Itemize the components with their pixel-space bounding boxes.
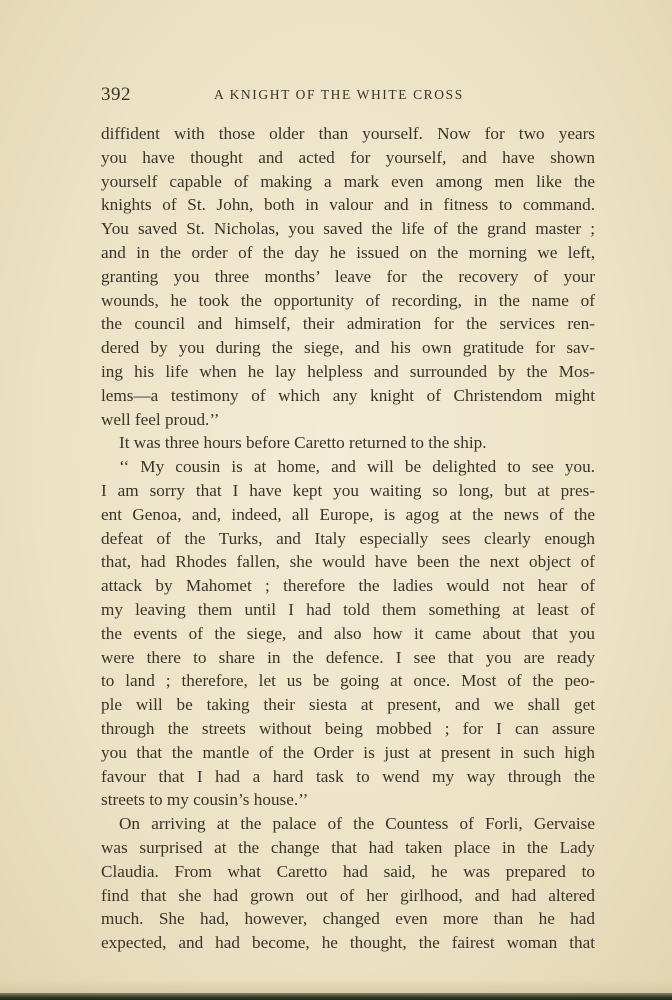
text-line: granting you three months’ leave for the recovery of your xyxy=(101,266,595,286)
text-line: the council and himself, their admiration for the services ren- xyxy=(101,314,595,334)
text-line: through the streets without being mobbed ; for I can assure xyxy=(101,718,595,738)
text-line: dered by you during the siege, and his own gratitude for sav- xyxy=(101,338,595,358)
text-line: It was three hours before Caretto returned to the ship. xyxy=(119,433,487,453)
text-line: well feel proud.’’ xyxy=(101,409,220,429)
text-line: expected, and had become, he thought, the fairest woman that xyxy=(101,933,595,953)
text-line: diffident with those older than yourself. Now for two years xyxy=(101,124,595,143)
text-line: find that she had grown out of her girlhood, and had altered xyxy=(101,885,595,905)
page-bottom-shade xyxy=(0,979,672,993)
text-line: lems—a testimony of which any knight of Christendom might xyxy=(101,385,595,405)
text-line: defeat of the Turks, and Italy especially sees clearly enough xyxy=(101,528,595,548)
text-line: knights of St. John, both in valour and in fitness to command. xyxy=(101,195,595,215)
body-text xyxy=(101,122,595,955)
text-line: you that the mantle of the Order is just at present in such high xyxy=(101,742,595,762)
text-line: You saved St. Nicholas, you saved the life of the grand master ; xyxy=(101,219,595,239)
text-line: streets to my cousin’s house.’’ xyxy=(101,790,309,810)
text-line: attack by Mahomet ; therefore the ladies would not hear of xyxy=(101,576,595,596)
text-line: you have thought and acted for yourself, and have shown xyxy=(101,147,595,167)
page-header xyxy=(101,84,595,108)
text-line: favour that I had a hard task to wend my way through the xyxy=(101,766,595,786)
text-line: and in the order of the day he issued on the morning we left, xyxy=(101,242,595,262)
text-line: ing his life when he lay helpless and surrounded by the Mos- xyxy=(101,361,595,381)
text-line: ‘‘ My cousin is at home, and will be delighted to see you. xyxy=(119,457,595,477)
text-line: the events of the siege, and also how it came about that you xyxy=(101,623,595,643)
text-line: I am sorry that I have kept you waiting so long, but at pres- xyxy=(101,480,595,500)
text-line: Claudia. From what Caretto had said, he was prepared to xyxy=(101,861,595,881)
text-line: to land ; therefore, let us be going at once. Most of the peo- xyxy=(101,671,595,691)
text-line: were there to share in the defence. I see that you are ready xyxy=(101,647,595,667)
text-line: ent Genoa, and, indeed, all Europe, is agog at the news of the xyxy=(101,504,595,524)
text-line: On arriving at the palace of the Countess of Forli, Gervaise xyxy=(119,814,595,834)
text-line: wounds, he took the opportunity of recording, in the name of xyxy=(101,290,595,310)
text-line: my leaving them until I had told them something at least of xyxy=(101,599,595,619)
text-line: ple will be taking their siesta at present, and we shall get xyxy=(101,695,595,715)
text-line: was surprised at the change that had taken place in the Lady xyxy=(101,837,595,857)
text-line: that, had Rhodes fallen, she would have been the next object of xyxy=(101,552,595,572)
text-line: much. She had, however, changed even more than he had xyxy=(101,909,595,929)
page-number: 392 xyxy=(101,84,131,105)
text-line: yourself capable of making a mark even among men like the xyxy=(101,171,595,191)
running-head: A KNIGHT OF THE WHITE CROSS xyxy=(214,87,464,102)
page-bottom-edge xyxy=(0,993,672,1000)
